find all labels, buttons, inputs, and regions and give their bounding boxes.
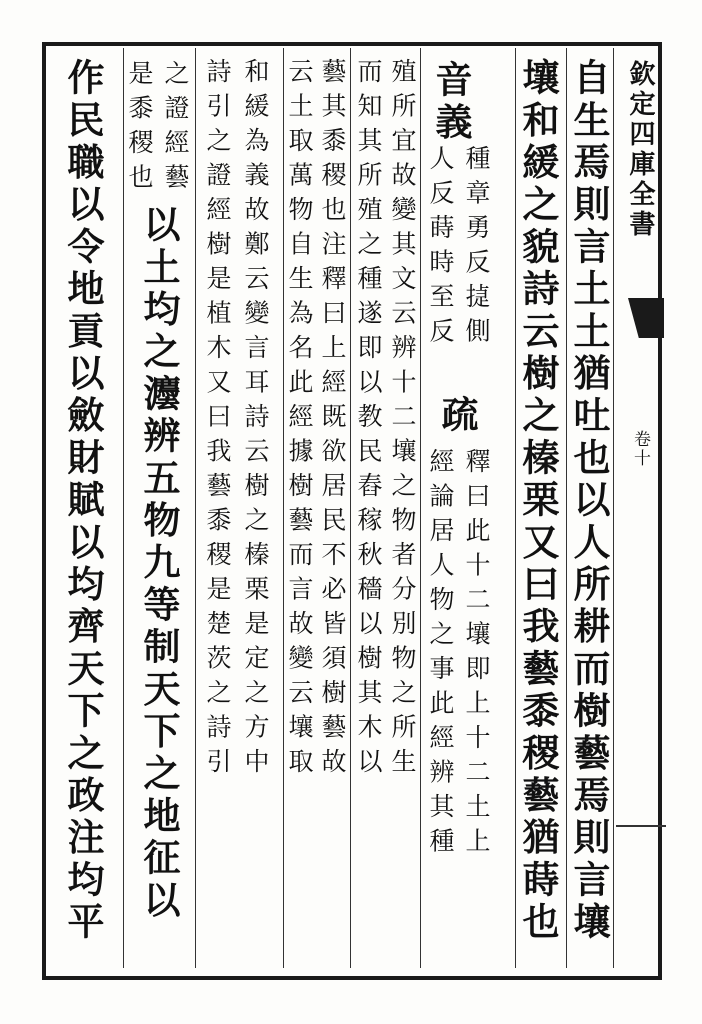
text-column-5: 殖所宜故變其文云辨十二壤之物者分別物之所生 [388,58,417,783]
text-column-3-commentary: 釋曰此十二壤即上十二土上 [462,448,491,862]
text-column-6: 而知其所殖之種遂即以教民舂稼秋穡以樹其木以 [354,58,383,783]
text-column-11-main: 以土均之灋辨五物九等制天下之地征以 [137,205,181,923]
column-divider [283,48,284,968]
text-column-9: 和緩為義故鄭云變言耳詩云樹之榛栗是定之方中 [241,58,270,783]
text-column-2: 壤和緩之貌詩云樹之榛栗又曰我藝黍稷藝猶蒔也 [516,58,560,945]
text-column-11-note: 之證經藝 [161,60,190,198]
text-column-13: 作民職以令地貢以斂財賦以均齊天下之政注均平 [61,58,105,945]
column-divider [195,48,196,968]
text-column-7: 藝其黍稷也注釋曰上經既欲居民不必皆須樹藝故 [318,58,347,783]
text-column-1: 自生焉則言土土猶吐也以人所耕而樹藝焉則言壤 [567,58,611,945]
text-column-4-note: 人反蒔時至反 [426,145,455,352]
text-column-3-shu: 疏 [435,395,479,438]
volume-label: 卷十 [630,430,650,468]
column-divider [420,48,421,968]
text-column-12-note: 是黍稷也 [125,60,154,198]
text-column-4-commentary: 經論居人物之事此經辨其種 [426,448,455,862]
column-divider [350,48,351,968]
column-divider [613,48,614,968]
text-column-10: 詩引之證經樹是植木又曰我藝黍稷是楚茨之詩引 [203,58,232,783]
margin-rule [616,825,666,827]
text-column-3-head: 音義 [429,60,473,145]
book-title: 欽定四庫全書 [625,60,655,240]
column-divider [123,48,124,968]
text-column-8: 云土取萬物自生為名此經據樹藝而言故變云壤取 [285,58,314,783]
text-column-3-note: 種章勇反㨗側 [462,145,491,352]
